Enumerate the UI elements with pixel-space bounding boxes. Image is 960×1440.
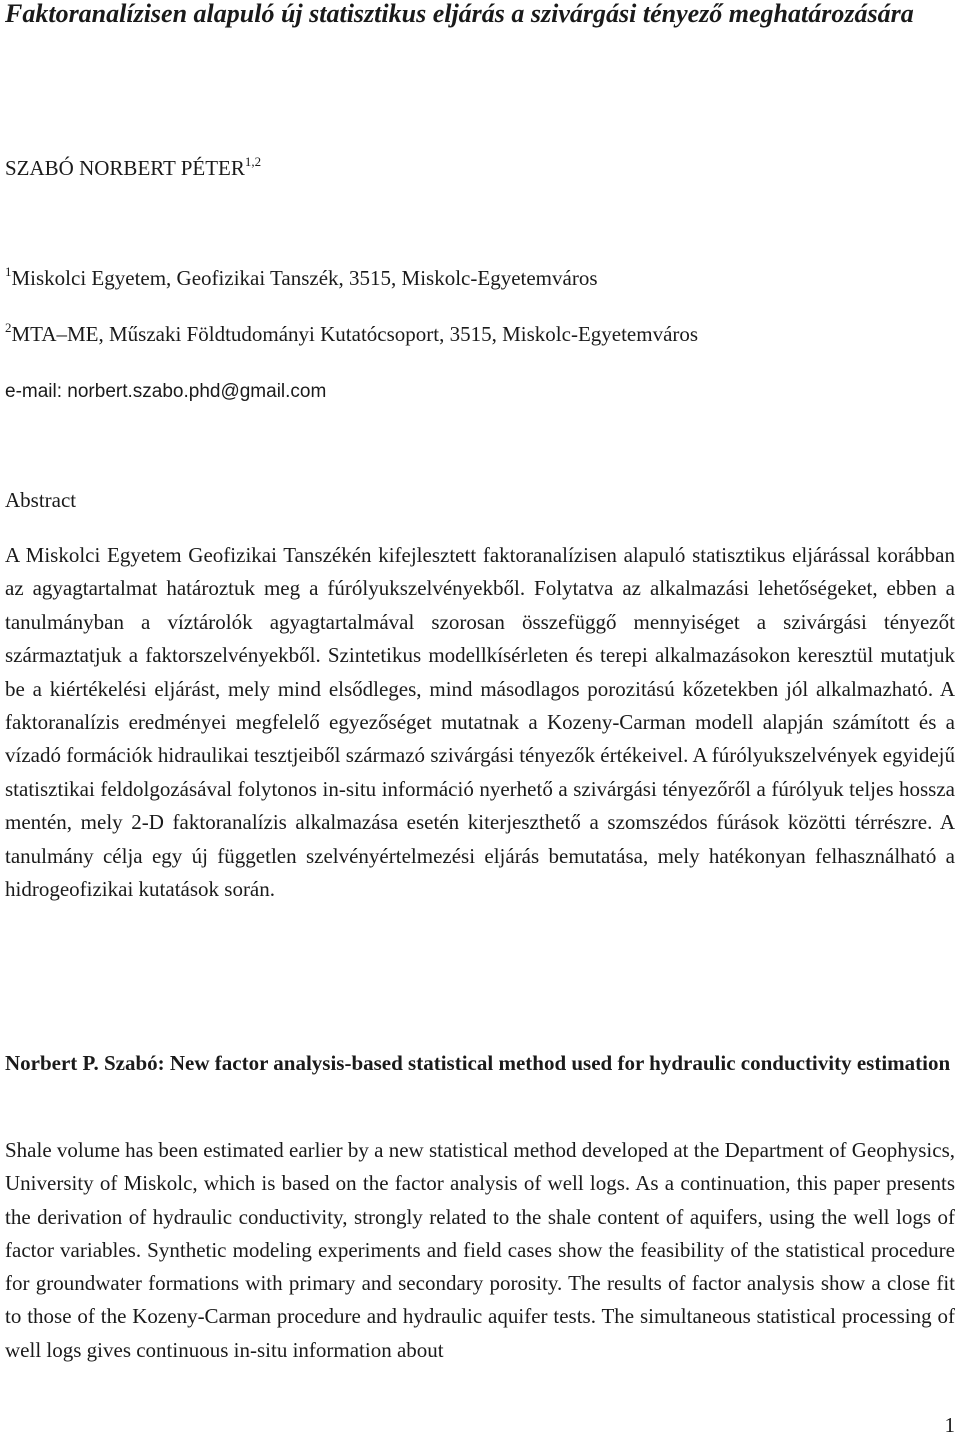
english-abstract: Shale volume has been estimated earlier by a new statistical method developed at the Department of Geophysics, University of Miskolc, which is based on the factor analysis of well logs. As a continuation, this paper presents the derivation of hydraulic conductivity, strongly related to the shale content of aquifers, using the well logs of factor variables. Synthetic modeling experiments and field cases show the feasibility of the statistical procedure for groundwater formations with primary and secondary porosity. The results of factor analysis show a close fit to those of the Kozeny-Carman procedure and hydraulic aquifer tests. The simultaneous statistical processing of well logs gives continuous in-situ information about (5, 1138, 955, 1362)
author-name: SZABÓ NORBERT PÉTER (5, 156, 245, 180)
author-line (5, 152, 261, 184)
paper-page (5, 0, 955, 1440)
paper-title: Faktoranalízisen alapuló új statisztikus eljárás a szivárgási tényező meghatározására (5, 0, 914, 28)
affiliation-text: Miskolci Egyetem, Geofizikai Tanszék, 3515, Miskolc-Egyetemváros (11, 266, 598, 290)
english-title: Norbert P. Szabó: New factor analysis-based statistical method used for hydraulic conductivity estimation (5, 1051, 951, 1075)
affiliation-1 (5, 262, 598, 294)
affiliation-marker: 2 (5, 320, 12, 335)
abstract-heading: Abstract (5, 488, 77, 512)
author-email: e-mail: norbert.szabo.phd@gmail.com (5, 381, 327, 402)
affiliation-marker: 1 (5, 264, 12, 279)
author-affiliation-markers: 1,2 (244, 154, 262, 169)
hungarian-abstract: A Miskolci Egyetem Geofizikai Tanszékén kifejlesztett faktoranalízisen alapuló statisztikus eljárással korábban az agyagtartalmat határoztuk meg a fúrólyukszelvényekből. Folytatva az alkalmazási lehetőségeket, ebben a tanulmányban a víztárolók agyagtartalmával szorosan összefüggő mennyiséget a szivárgási tényezőt származtatjuk a faktorszelvényekből. Szintetikus modellkísérleten és terepi alkalmazásokon keresztül mutatjuk be a kiértékelési eljárást, mely mind elsődleges, mind másodlagos porozitású kőzetekben jól alkalmazható. A faktoranalízis eredményei megfelelő egyezőséget mutatnak a Kozeny-Carman modell alapján számított és a vízadó formációk hidraulikai tesztjeiből származó szivárgási tényezők értékeivel. A fúrólyukszelvények egyidejű statisztikai feldolgozásával folytonos in-situ információ nyerhető a szivárgási tényezőről a fúrólyuk teljes hossza mentén, mely 2-D faktoranalízis alkalmazása esetén kiterjeszthető a szomszédos fúrások közötti térrészre. A tanulmány célja egy új független szelvényértelmezési eljárás bemutatása, mely hatékonyan felhasználható a hidrogeofizikai kutatások során. (5, 543, 955, 902)
page-number: 1 (944, 1413, 955, 1437)
affiliation-2 (5, 318, 698, 350)
affiliation-text: MTA–ME, Műszaki Földtudományi Kutatócsoport, 3515, Miskolc-Egyetemváros (11, 322, 699, 346)
